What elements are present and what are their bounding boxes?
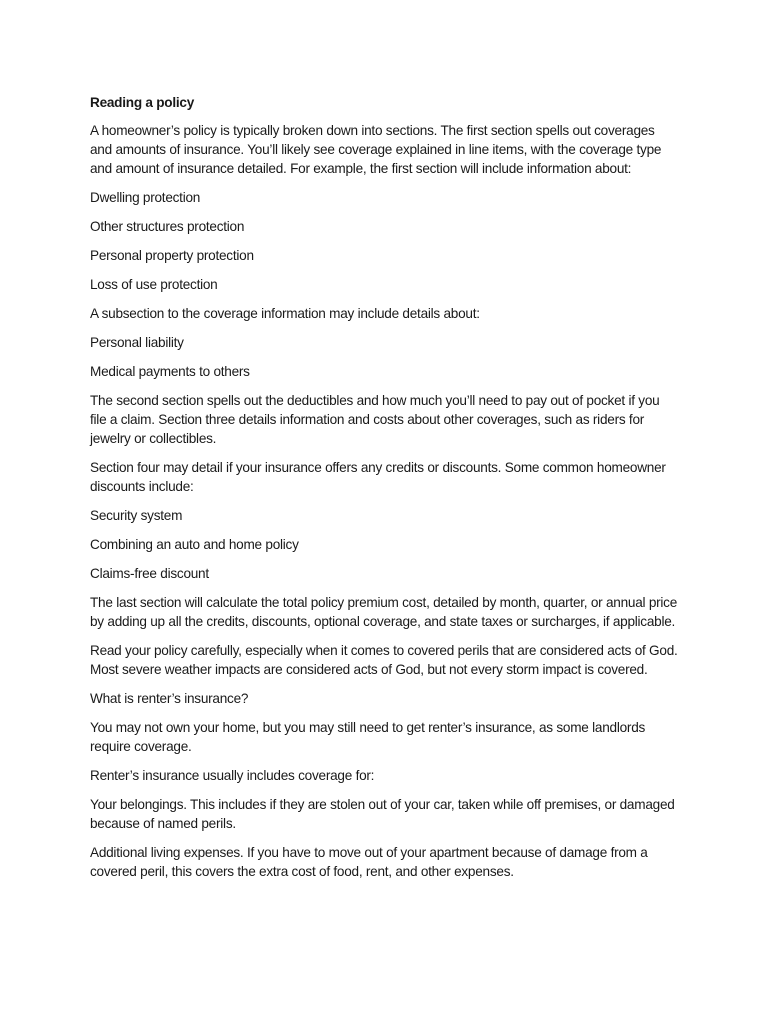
- coverage-item-dwelling: Dwelling protection: [90, 190, 201, 205]
- acts-of-god-paragraph: Read your policy carefully, especially when it comes to covered perils that are considered acts of God. Most severe weather impacts are considered acts of God, but not every storm impact is covered.: [90, 643, 678, 677]
- renters-item-living-expenses: Additional living expenses. If you have to move out of your apartment because of damage from a covered peril, this covers the extra cost of food, rent, and other expenses.: [90, 845, 648, 879]
- second-section-paragraph: The second section spells out the deductibles and how much you’ll need to pay out of pocket if you file a claim. Section three details information and costs about other coverages, such as riders for jewelry or collectibles.: [90, 393, 660, 446]
- section-four-paragraph: Section four may detail if your insurance offers any credits or discounts. Some common homeowner discounts include:: [90, 460, 666, 494]
- subsection-item-personal-liability: Personal liability: [90, 335, 184, 350]
- subsection-paragraph: A subsection to the coverage information may include details about:: [90, 306, 480, 321]
- subsection-item-medical-payments: Medical payments to others: [90, 364, 250, 379]
- renters-intro-paragraph: You may not own your home, but you may still need to get renter’s insurance, as some landlords require coverage.: [90, 720, 646, 754]
- coverage-item-other-structures: Other structures protection: [90, 219, 245, 234]
- renters-item-belongings: Your belongings. This includes if they are stolen out of your car, taken while off premises, or damaged because of named perils.: [90, 797, 675, 831]
- discount-item-claims-free: Claims-free discount: [90, 566, 209, 581]
- section-heading: Reading a policy: [90, 95, 195, 110]
- intro-paragraph: A homeowner’s policy is typically broken down into sections. The first section spells out coverages and amounts of insurance. You’ll likely see coverage explained in line items, with the coverage type and amount of insurance detailed. For example, the first section will include information about:: [90, 123, 662, 176]
- coverage-item-loss-of-use: Loss of use protection: [90, 277, 218, 292]
- document-body: [90, 93, 678, 891]
- discount-item-auto-home: Combining an auto and home policy: [90, 537, 299, 552]
- discount-item-security-system: Security system: [90, 508, 183, 523]
- last-section-paragraph: The last section will calculate the total policy premium cost, detailed by month, quarter, or annual price by adding up all the credits, discounts, optional coverage, and state taxes or surcharges, if applicable.: [90, 595, 678, 629]
- renters-question: What is renter’s insurance?: [90, 691, 249, 706]
- renters-coverage-paragraph: Renter’s insurance usually includes coverage for:: [90, 768, 375, 783]
- coverage-item-personal-property: Personal property protection: [90, 248, 254, 263]
